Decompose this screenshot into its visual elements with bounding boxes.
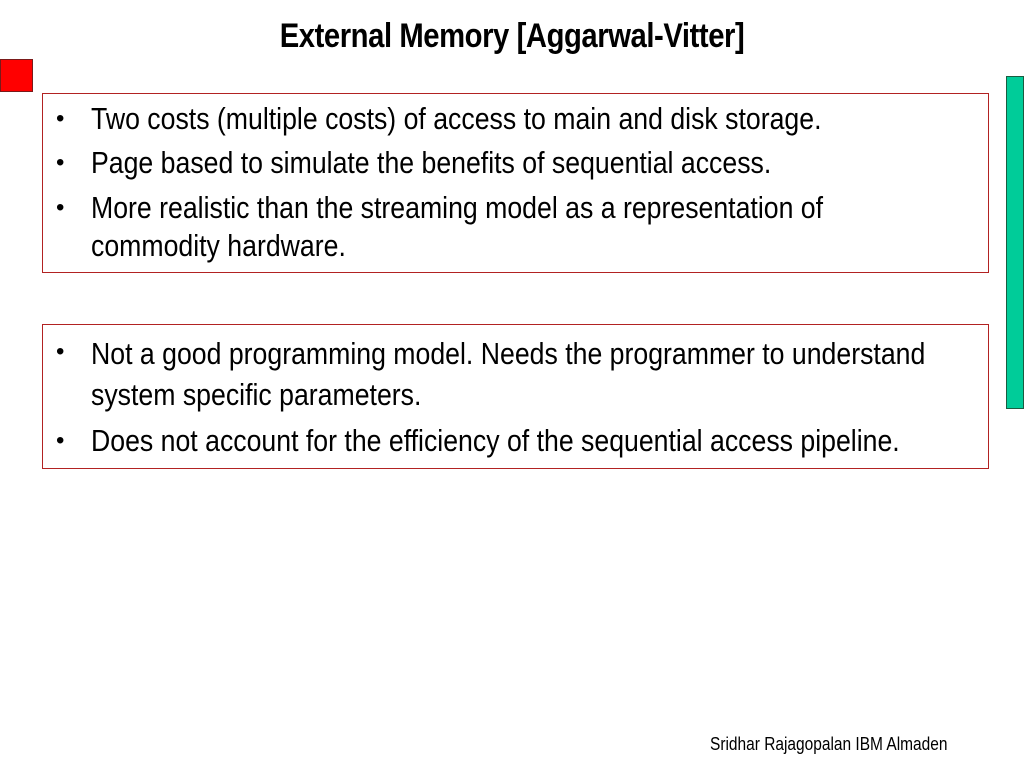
- bullet-marker: •: [56, 194, 65, 221]
- bullet-line: system specific parameters.: [91, 377, 422, 412]
- bullet-text: [91, 422, 960, 460]
- red-marker-square: [0, 59, 33, 92]
- bullet-line: Does not account for the efficiency of the sequential access pipeline.: [91, 423, 900, 458]
- slide-footer: Sridhar Rajagopalan IBM Almaden: [710, 734, 948, 754]
- bullet-line: commodity hardware.: [91, 228, 346, 263]
- bullet-marker: •: [56, 149, 65, 176]
- bullet-marker: •: [56, 338, 65, 365]
- bullet-box-2: [42, 324, 989, 469]
- bullet-text: [91, 100, 960, 138]
- bullet-line: Two costs (multiple costs) of access to main and disk storage.: [91, 101, 822, 136]
- bullet-text: [91, 333, 960, 415]
- slide-title: External Memory [Aggarwal-Vitter]: [279, 17, 745, 55]
- bullet-box-1: [42, 93, 989, 273]
- bullet-marker: •: [56, 105, 65, 132]
- bullet-text: [91, 144, 960, 182]
- bullet-marker: •: [56, 427, 65, 454]
- bullet-line: Page based to simulate the benefits of sequential access.: [91, 145, 772, 180]
- bullet-line: Not a good programming model. Needs the programmer to understand: [91, 336, 926, 371]
- bullet-line: More realistic than the streaming model as a representation of: [91, 190, 824, 225]
- green-side-bar: [1006, 76, 1024, 409]
- bullet-text: [91, 189, 960, 265]
